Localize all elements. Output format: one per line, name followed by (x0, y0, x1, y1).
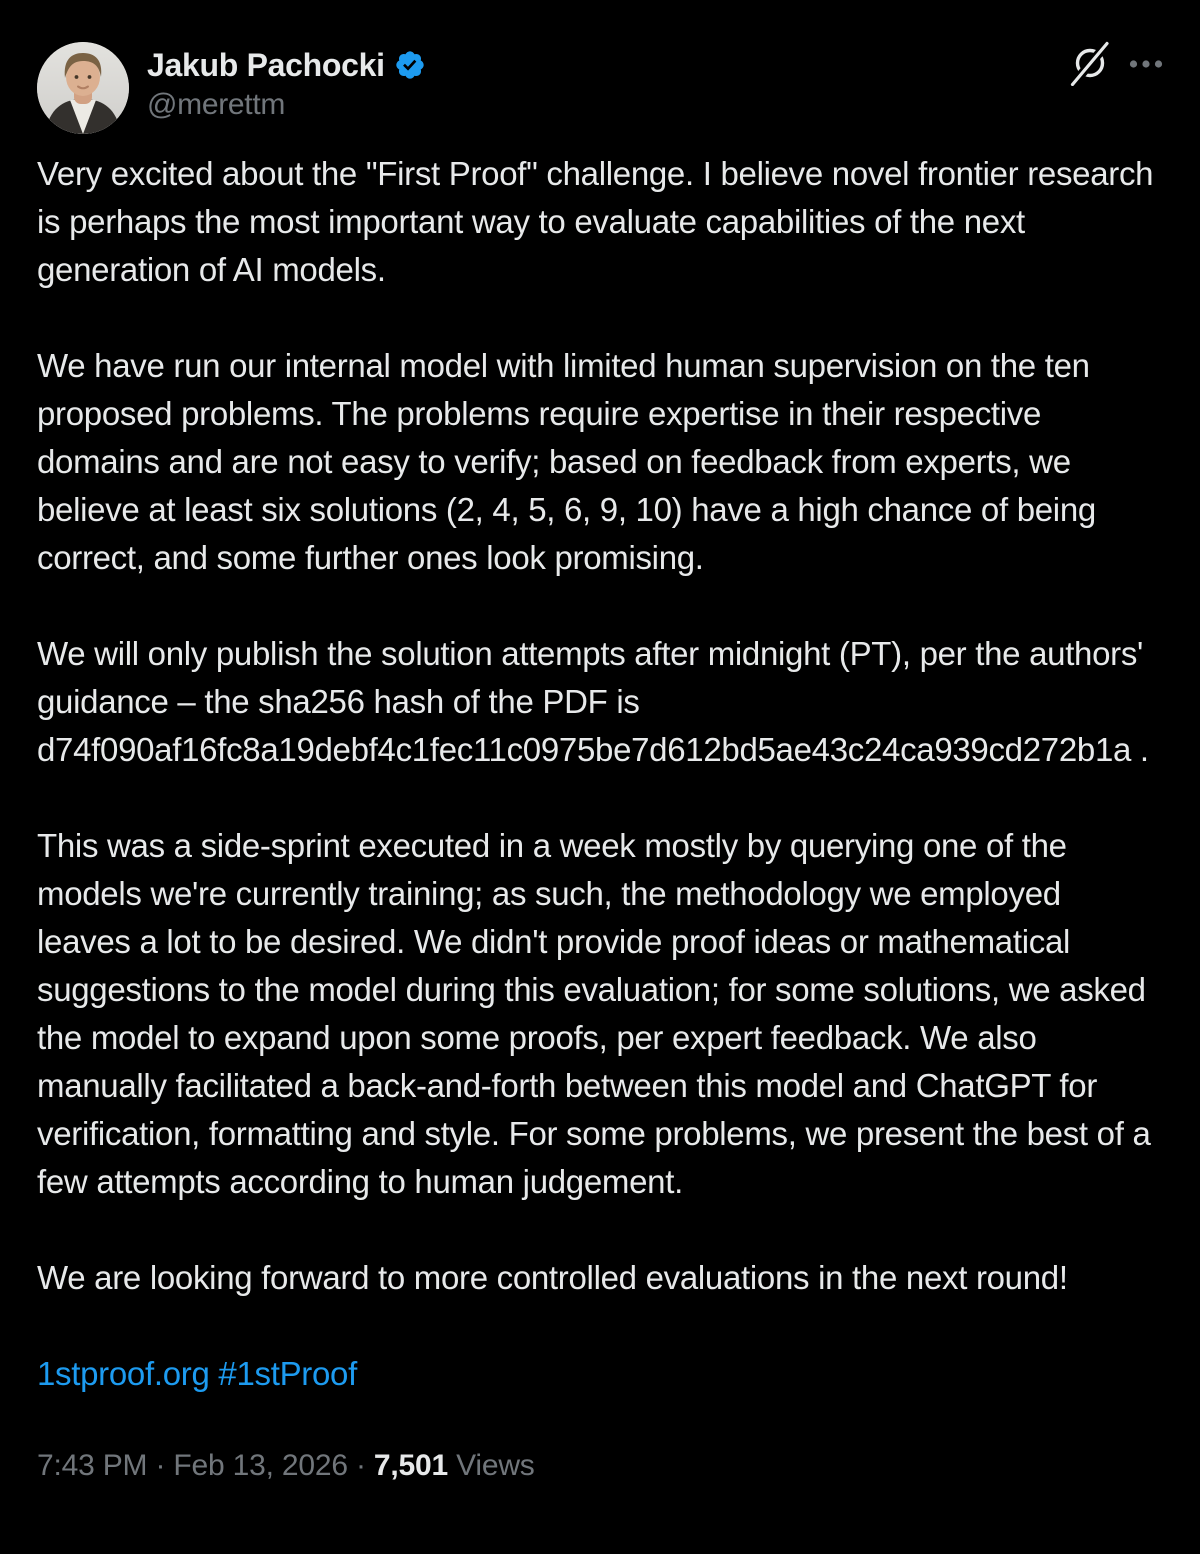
user-handle[interactable]: @merettm (147, 88, 286, 121)
views-count: 7,501 (373, 1449, 448, 1482)
views-label: Views (456, 1449, 535, 1482)
avatar-photo (37, 42, 129, 134)
header-actions (1069, 42, 1163, 86)
link-1stproof-org[interactable]: 1stproof.org (37, 1355, 210, 1392)
hashtag-1stproof[interactable]: #1stProof (218, 1355, 357, 1392)
tweet-paragraph: Very excited about the "First Proof" challenge. I believe novel frontier research is perhaps the most important way to evaluate capabilities of the next generation of AI models. (37, 155, 1154, 288)
ellipsis-icon (1129, 57, 1163, 72)
grok-button[interactable] (1069, 40, 1111, 89)
grok-slash-circle-icon (1069, 40, 1111, 89)
tweet-paragraph: We have run our internal model with limited human supervision on the ten proposed problems. The problems require expertise in their respective domains and are not easy to verify; based on feedback from experts, we believe at least six solutions (2, 4, 5, 6, 9, 10) have a high chance of being correct, and some further ones look promising. (37, 347, 1096, 576)
post-date: Feb 13, 2026 (173, 1449, 348, 1482)
tweet-paragraph: We will only publish the solution attempts after midnight (PT), per the authors' guidance – the sha256 hash of the PDF is d74f090af16fc8a19debf4c1fec11c0975be7d612bd5ae43c24ca939cd272b1a . (37, 635, 1149, 768)
avatar[interactable] (37, 42, 129, 134)
tweet-links-line (37, 1350, 1163, 1398)
separator-dot: · (155, 1449, 166, 1482)
user-info[interactable] (147, 42, 426, 124)
verified-badge-icon (394, 49, 426, 81)
tweet-paragraph: This was a side-sprint executed in a week mostly by querying one of the models we're currently training; as such, the methodology we employed leaves a lot to be desired. We didn't provide proof ideas or mathematical suggestions to the model during this evaluation; for some solutions, we asked the model to expand upon some proofs, per expert feedback. We also manually facilitated a back-and-forth between this model and ChatGPT for verification, formatting and style. For some problems, we present the best of a few attempts according to human judgement. (37, 827, 1151, 1200)
display-name[interactable]: Jakub Pachocki (147, 47, 385, 83)
timestamp-row (37, 1446, 1163, 1486)
separator-dot: · (355, 1449, 366, 1482)
tweet-paragraph: We are looking forward to more controlled evaluations in the next round! (37, 1259, 1068, 1296)
tweet-text (37, 150, 1163, 1398)
tweet-header (37, 42, 1163, 134)
post-time: 7:43 PM (37, 1449, 148, 1482)
more-button[interactable] (1129, 57, 1163, 72)
